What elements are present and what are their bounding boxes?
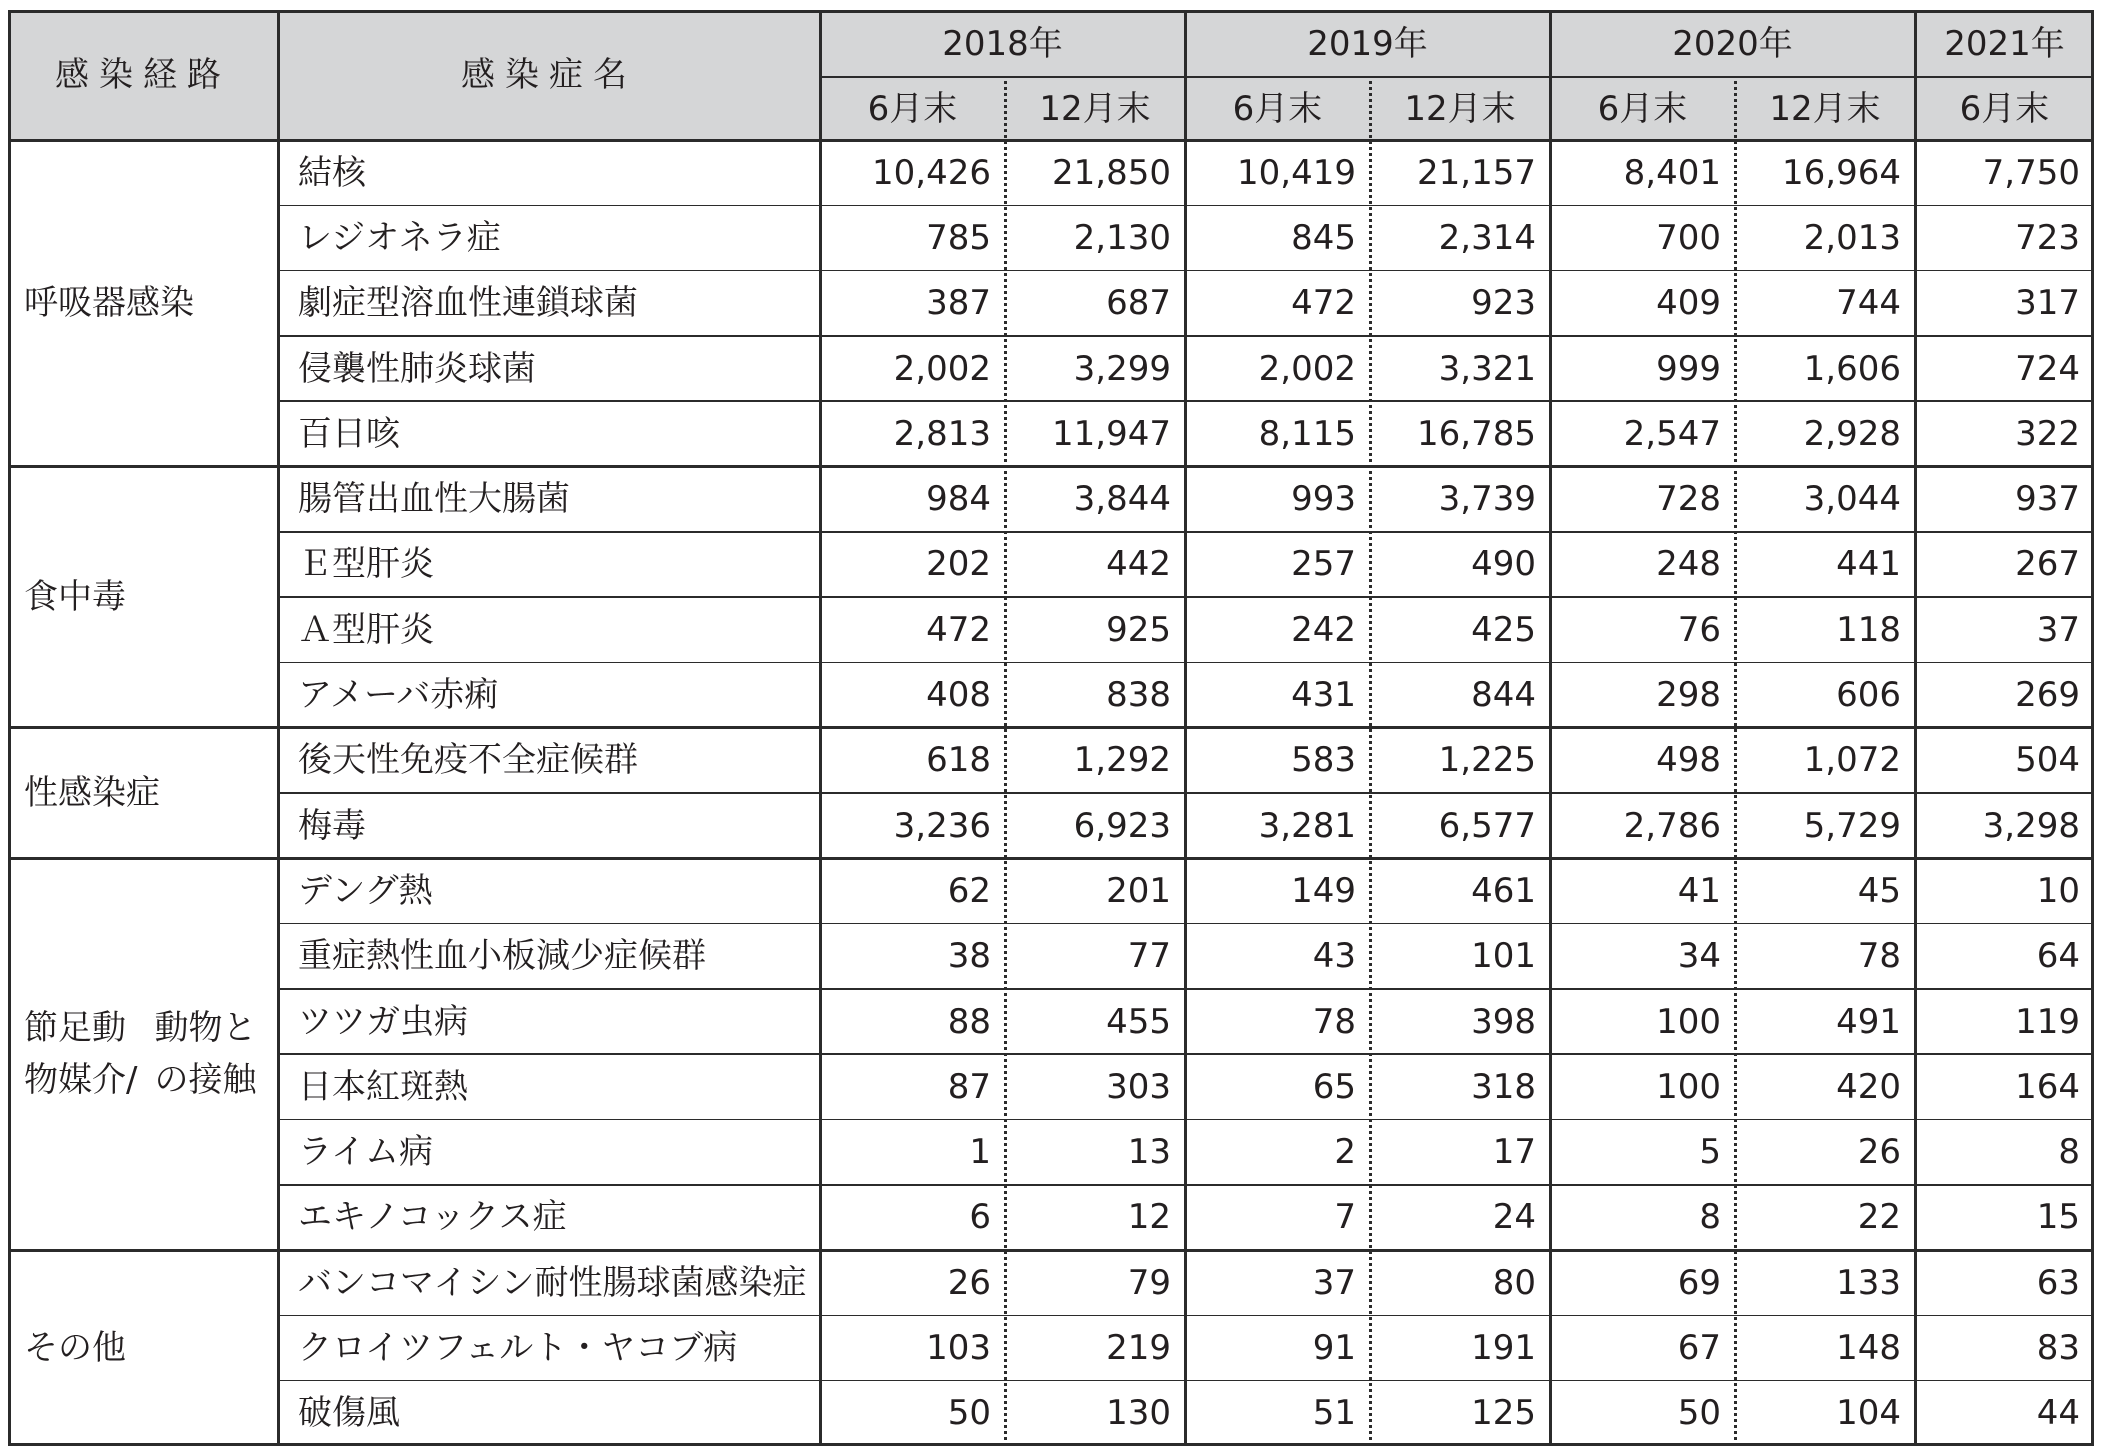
count-value: 248 bbox=[1656, 544, 1721, 585]
year-column-rule bbox=[1549, 10, 1552, 1446]
disease-name: ツツガ虫病 bbox=[298, 1001, 468, 1042]
header-period: 6月末 bbox=[1550, 77, 1735, 140]
count-value: 606 bbox=[1836, 675, 1901, 716]
count-value: 125 bbox=[1471, 1393, 1536, 1434]
count-value: 387 bbox=[926, 283, 991, 324]
period-dotted-divider bbox=[1004, 81, 1007, 1446]
count-value: 148 bbox=[1836, 1328, 1901, 1369]
count-value: 78 bbox=[1857, 936, 1901, 977]
count-value: 3,739 bbox=[1438, 479, 1536, 520]
count-value: 2,786 bbox=[1623, 805, 1721, 846]
disease-name: 日本紅斑熱 bbox=[298, 1066, 468, 1107]
count-value: 2,314 bbox=[1438, 217, 1536, 258]
count-value: 6 bbox=[969, 1197, 991, 1238]
count-value: 67 bbox=[1677, 1328, 1721, 1369]
count-value: 50 bbox=[1677, 1393, 1721, 1434]
header-period: 6月末 bbox=[1915, 77, 2094, 140]
count-value: 62 bbox=[947, 870, 991, 911]
count-value: 10 bbox=[2036, 870, 2080, 911]
count-value: 8,401 bbox=[1623, 152, 1721, 193]
count-value: 118 bbox=[1836, 609, 1901, 650]
count-value: 38 bbox=[947, 936, 991, 977]
count-value: 7 bbox=[1334, 1197, 1356, 1238]
count-value: 2,002 bbox=[893, 348, 991, 389]
count-value: 7,750 bbox=[1982, 152, 2080, 193]
disease-name: レジオネラ症 bbox=[298, 217, 501, 258]
count-value: 441 bbox=[1836, 544, 1901, 585]
count-value: 21,157 bbox=[1417, 152, 1536, 193]
count-value: 472 bbox=[926, 609, 991, 650]
infection-count-table bbox=[8, 10, 2094, 1446]
count-value: 104 bbox=[1836, 1393, 1901, 1434]
count-value: 16,964 bbox=[1782, 152, 1901, 193]
count-value: 3,236 bbox=[893, 805, 991, 846]
count-value: 461 bbox=[1471, 870, 1536, 911]
disease-name: クロイツフェルト・ヤコブ病 bbox=[298, 1328, 738, 1369]
count-value: 34 bbox=[1677, 936, 1721, 977]
count-value: 728 bbox=[1656, 479, 1721, 520]
count-value: 409 bbox=[1656, 283, 1721, 324]
disease-column-rule bbox=[819, 10, 822, 1446]
count-value: 408 bbox=[926, 675, 991, 716]
count-value: 3,844 bbox=[1073, 479, 1171, 520]
count-value: 838 bbox=[1106, 675, 1171, 716]
count-value: 100 bbox=[1656, 1066, 1721, 1107]
count-value: 1,292 bbox=[1073, 740, 1171, 781]
header-year: 2020年 bbox=[1550, 10, 1915, 77]
count-value: 87 bbox=[947, 1066, 991, 1107]
count-value: 79 bbox=[1127, 1262, 1171, 1303]
count-value: 3,281 bbox=[1258, 805, 1356, 846]
table-border-right bbox=[2091, 10, 2094, 1446]
count-value: 37 bbox=[2036, 609, 2080, 650]
count-value: 13 bbox=[1127, 1132, 1171, 1173]
count-value: 164 bbox=[2015, 1066, 2080, 1107]
count-value: 1 bbox=[969, 1132, 991, 1173]
disease-name: ライム病 bbox=[298, 1132, 433, 1173]
count-value: 45 bbox=[1857, 870, 1901, 911]
count-value: 723 bbox=[2015, 217, 2080, 258]
disease-name: 結核 bbox=[298, 152, 366, 193]
count-value: 22 bbox=[1857, 1197, 1901, 1238]
group-divider bbox=[8, 726, 2094, 729]
count-value: 5,729 bbox=[1803, 805, 1901, 846]
count-value: 1,225 bbox=[1438, 740, 1536, 781]
count-value: 88 bbox=[947, 1001, 991, 1042]
count-value: 785 bbox=[926, 217, 991, 258]
count-value: 12 bbox=[1127, 1197, 1171, 1238]
count-value: 201 bbox=[1106, 870, 1171, 911]
count-value: 984 bbox=[926, 479, 991, 520]
disease-name: 重症熱性血小板減少症候群 bbox=[298, 936, 706, 977]
header-year: 2018年 bbox=[820, 10, 1185, 77]
header-year: 2021年 bbox=[1915, 10, 2094, 77]
count-value: 2,002 bbox=[1258, 348, 1356, 389]
count-value: 130 bbox=[1106, 1393, 1171, 1434]
count-value: 317 bbox=[2015, 283, 2080, 324]
disease-name: アメーバ赤痢 bbox=[298, 675, 499, 716]
count-value: 490 bbox=[1471, 544, 1536, 585]
count-value: 504 bbox=[2015, 740, 2080, 781]
count-value: 91 bbox=[1312, 1328, 1356, 1369]
count-value: 50 bbox=[947, 1393, 991, 1434]
count-value: 51 bbox=[1312, 1393, 1356, 1434]
count-value: 83 bbox=[2036, 1328, 2080, 1369]
table-border-bottom bbox=[8, 1443, 2094, 1446]
count-value: 303 bbox=[1106, 1066, 1171, 1107]
disease-name: Ａ型肝炎 bbox=[298, 609, 434, 650]
count-value: 242 bbox=[1291, 609, 1356, 650]
count-value: 202 bbox=[926, 544, 991, 585]
count-value: 618 bbox=[926, 740, 991, 781]
count-value: 937 bbox=[2015, 479, 2080, 520]
count-value: 269 bbox=[2015, 675, 2080, 716]
group-divider bbox=[8, 465, 2094, 468]
disease-name: 破傷風 bbox=[298, 1393, 400, 1434]
count-value: 700 bbox=[1656, 217, 1721, 258]
header-period: 12月末 bbox=[1370, 77, 1550, 140]
count-value: 24 bbox=[1492, 1197, 1536, 1238]
count-value: 37 bbox=[1312, 1262, 1356, 1303]
header-period: 6月末 bbox=[1185, 77, 1370, 140]
group-divider bbox=[8, 1249, 2094, 1252]
table-grid bbox=[8, 10, 2094, 1446]
count-value: 472 bbox=[1291, 283, 1356, 324]
count-value: 63 bbox=[2036, 1262, 2080, 1303]
count-value: 11,947 bbox=[1052, 413, 1171, 454]
count-value: 3,298 bbox=[1982, 805, 2080, 846]
disease-name: Ｅ型肝炎 bbox=[298, 544, 434, 585]
count-value: 8 bbox=[1699, 1197, 1721, 1238]
header-year-divider bbox=[820, 76, 2094, 79]
count-value: 3,321 bbox=[1438, 348, 1536, 389]
count-value: 318 bbox=[1471, 1066, 1536, 1107]
count-value: 1,072 bbox=[1803, 740, 1901, 781]
disease-name: バンコマイシン耐性腸球菌感染症 bbox=[298, 1262, 807, 1303]
count-value: 687 bbox=[1106, 283, 1171, 324]
count-value: 8,115 bbox=[1258, 413, 1356, 454]
count-value: 925 bbox=[1106, 609, 1171, 650]
count-value: 15 bbox=[2036, 1197, 2080, 1238]
count-value: 491 bbox=[1836, 1001, 1901, 1042]
count-value: 2,813 bbox=[893, 413, 991, 454]
count-value: 999 bbox=[1656, 348, 1721, 389]
count-value: 1,606 bbox=[1803, 348, 1901, 389]
period-dotted-divider bbox=[1369, 81, 1372, 1446]
period-dotted-divider bbox=[1734, 81, 1737, 1446]
header-period: 12月末 bbox=[1005, 77, 1185, 140]
count-value: 16,785 bbox=[1417, 413, 1536, 454]
count-value: 2,130 bbox=[1073, 217, 1171, 258]
count-value: 77 bbox=[1127, 936, 1171, 977]
count-value: 17 bbox=[1492, 1132, 1536, 1173]
count-value: 43 bbox=[1312, 936, 1356, 977]
count-value: 724 bbox=[2015, 348, 2080, 389]
disease-name: 侵襲性肺炎球菌 bbox=[298, 348, 536, 389]
route-label: 呼吸器感染 bbox=[24, 282, 194, 323]
disease-name: 百日咳 bbox=[298, 413, 400, 454]
count-value: 498 bbox=[1656, 740, 1721, 781]
route-column-rule bbox=[277, 10, 280, 1446]
count-value: 322 bbox=[2015, 413, 2080, 454]
count-value: 744 bbox=[1836, 283, 1901, 324]
count-value: 455 bbox=[1106, 1001, 1171, 1042]
count-value: 2,013 bbox=[1803, 217, 1901, 258]
count-value: 267 bbox=[2015, 544, 2080, 585]
count-value: 845 bbox=[1291, 217, 1356, 258]
disease-name: エキノコックス症 bbox=[298, 1197, 567, 1238]
count-value: 101 bbox=[1471, 936, 1536, 977]
count-value: 21,850 bbox=[1052, 152, 1171, 193]
count-value: 6,577 bbox=[1438, 805, 1536, 846]
count-value: 64 bbox=[2036, 936, 2080, 977]
count-value: 993 bbox=[1291, 479, 1356, 520]
year-column-rule bbox=[1184, 10, 1187, 1446]
count-value: 44 bbox=[2036, 1393, 2080, 1434]
count-value: 133 bbox=[1836, 1262, 1901, 1303]
route-label: その他 bbox=[24, 1327, 126, 1368]
count-value: 10,426 bbox=[872, 152, 991, 193]
disease-name: 劇症型溶血性連鎖球菌 bbox=[298, 283, 638, 324]
count-value: 26 bbox=[1857, 1132, 1901, 1173]
count-value: 2 bbox=[1334, 1132, 1356, 1173]
route-label: 食中毒 bbox=[24, 576, 126, 617]
route-label: 節足動物媒介/ 動物との接触 bbox=[24, 1007, 257, 1101]
count-value: 923 bbox=[1471, 283, 1536, 324]
count-value: 425 bbox=[1471, 609, 1536, 650]
count-value: 149 bbox=[1291, 870, 1356, 911]
table-border-left bbox=[8, 10, 11, 1446]
count-value: 3,299 bbox=[1073, 348, 1171, 389]
count-value: 583 bbox=[1291, 740, 1356, 781]
route-label: 性感染症 bbox=[24, 772, 160, 813]
count-value: 41 bbox=[1677, 870, 1721, 911]
count-value: 844 bbox=[1471, 675, 1536, 716]
count-value: 431 bbox=[1291, 675, 1356, 716]
count-value: 3,044 bbox=[1803, 479, 1901, 520]
count-value: 69 bbox=[1677, 1262, 1721, 1303]
count-value: 26 bbox=[947, 1262, 991, 1303]
count-value: 298 bbox=[1656, 675, 1721, 716]
disease-name: 後天性免疫不全症候群 bbox=[298, 740, 638, 781]
count-value: 398 bbox=[1471, 1001, 1536, 1042]
count-value: 420 bbox=[1836, 1066, 1901, 1107]
count-value: 80 bbox=[1492, 1262, 1536, 1303]
group-divider bbox=[8, 857, 2094, 860]
header-disease: 感染症名 bbox=[278, 10, 820, 140]
count-value: 119 bbox=[2015, 1001, 2080, 1042]
year-column-rule bbox=[1914, 10, 1917, 1446]
count-value: 5 bbox=[1699, 1132, 1721, 1173]
count-value: 442 bbox=[1106, 544, 1171, 585]
header-route: 感染経路 bbox=[8, 10, 278, 140]
header-period: 6月末 bbox=[820, 77, 1005, 140]
count-value: 219 bbox=[1106, 1328, 1171, 1369]
count-value: 257 bbox=[1291, 544, 1356, 585]
count-value: 65 bbox=[1312, 1066, 1356, 1107]
count-value: 10,419 bbox=[1237, 152, 1356, 193]
count-value: 103 bbox=[926, 1328, 991, 1369]
table-border-top bbox=[8, 10, 2094, 13]
count-value: 78 bbox=[1312, 1001, 1356, 1042]
count-value: 191 bbox=[1471, 1328, 1536, 1369]
count-value: 100 bbox=[1656, 1001, 1721, 1042]
header-period: 12月末 bbox=[1735, 77, 1915, 140]
count-value: 2,928 bbox=[1803, 413, 1901, 454]
disease-name: 腸管出血性大腸菌 bbox=[298, 479, 570, 520]
disease-name: 梅毒 bbox=[298, 805, 366, 846]
header-bottom-rule bbox=[8, 139, 2094, 142]
disease-name: デング熱 bbox=[298, 870, 433, 911]
count-value: 2,547 bbox=[1623, 413, 1721, 454]
count-value: 8 bbox=[2058, 1132, 2080, 1173]
count-value: 6,923 bbox=[1073, 805, 1171, 846]
count-value: 76 bbox=[1677, 609, 1721, 650]
header-year: 2019年 bbox=[1185, 10, 1550, 77]
